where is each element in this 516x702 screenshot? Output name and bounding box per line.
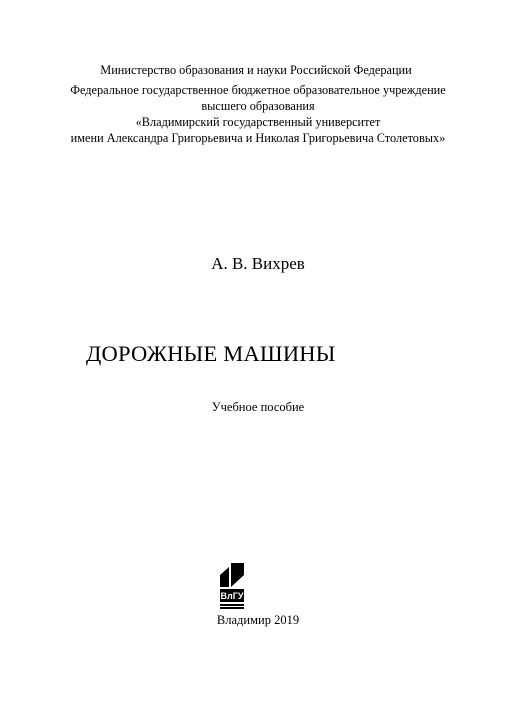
author-name: А. В. Вихрев (211, 254, 305, 273)
vlgu-logo-icon (218, 563, 246, 609)
book-subtitle: Учебное пособие (211, 400, 305, 414)
city-year: Владимир 2019 (216, 613, 300, 627)
institution-line-1: Федеральное государственное бюджетное образовательное учреждение (70, 83, 446, 97)
institution-line-2: высшего образования (201, 99, 315, 113)
institution-line-4: имени Александра Григорьевича и Николая Григорьевича Столетовых» (70, 131, 446, 145)
institution-line-3: «Владимирский государственный университет (135, 115, 381, 129)
ministry-line: Министерство образования и науки Российской Федерации (100, 63, 412, 77)
book-title: ДОРОЖНЫЕ МАШИНЫ (86, 341, 336, 366)
svg-text:ВлГУ: ВлГУ (220, 591, 244, 601)
